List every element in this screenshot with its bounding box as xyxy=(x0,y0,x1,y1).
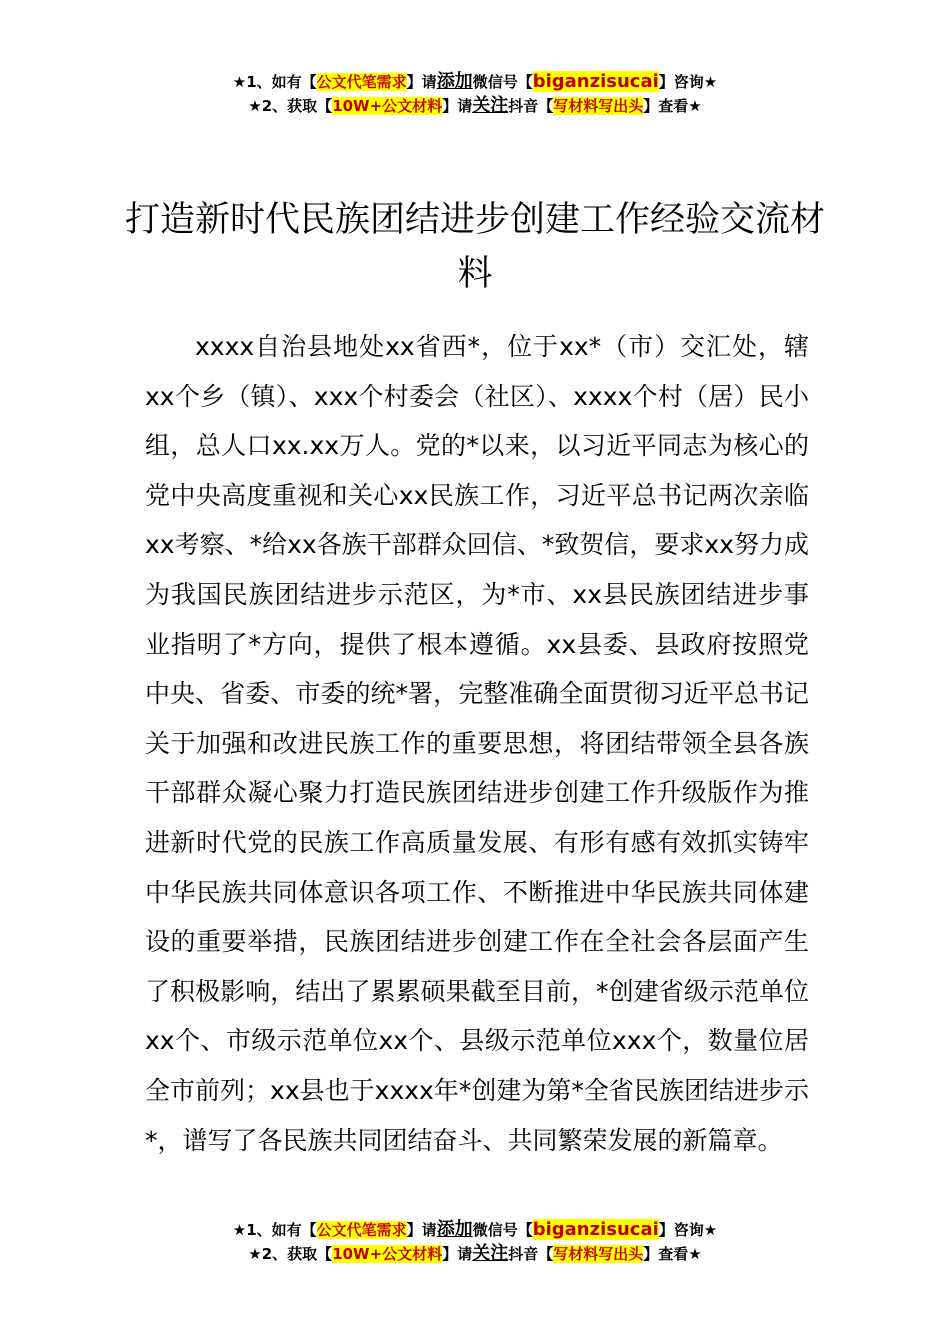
document-title: 打造新时代民族团结进步创建工作经验交流材料 xyxy=(124,200,825,295)
header-banner xyxy=(0,70,950,118)
banner-line-1 xyxy=(0,1218,950,1242)
banner-underline: 添加 xyxy=(436,1219,473,1240)
banner-line-2 xyxy=(0,94,950,118)
banner-underline: 添加 xyxy=(436,71,473,92)
banner-text: ★1、如有【 xyxy=(232,73,317,91)
banner-wechat-id: biganzisucai xyxy=(532,1219,659,1240)
banner-douyin-id: 写材料写出头 xyxy=(553,1245,644,1263)
banner-text: 微信号【 xyxy=(472,73,533,91)
banner-line-2 xyxy=(0,1242,950,1266)
banner-text: 抖音【 xyxy=(508,1245,554,1263)
banner-text: 】请 xyxy=(406,73,437,91)
banner-text: 抖音【 xyxy=(508,97,554,115)
banner-text: 】咨询★ xyxy=(658,1221,718,1239)
banner-text: 】请 xyxy=(442,97,473,115)
banner-text: 】请 xyxy=(442,1245,473,1263)
banner-wechat-id: biganzisucai xyxy=(532,71,659,92)
banner-douyin-id: 写材料写出头 xyxy=(553,97,644,115)
banner-highlight: 公文代笔需求 xyxy=(316,73,407,91)
banner-highlight: 10W+公文材料 xyxy=(332,97,443,115)
banner-text: ★2、获取【 xyxy=(248,97,333,115)
banner-text: ★2、获取【 xyxy=(248,1245,333,1263)
banner-text: 】查看★ xyxy=(643,97,702,115)
banner-text: 】咨询★ xyxy=(658,73,718,91)
body-paragraph: xxxx自治县地处xx省西*，位于xx*（市）交汇处，辖xx个乡（镇）、xxx个村委会（社区）、xxxx个村（居）民小组，总人口xx.xx万人。党的*以来，以习近平同志为核心的党中央高度重视和关心xx民族工作，习近平总书记两次亲临xx考察、*给xx各族干部群众回信、*致贺信，要求xx努力成为我国民族团结进步示范区，为*市、xx县民族团结进步事业指明了*方向，提供了根本遵循。xx县委、县政府按照党中央、省委、市委的统*署，完整准确全面贯彻习近平总书记关于加强和改进民族工作的重要思想，将团结带领全县各族干部群众凝心聚力打造民族团结进步创建工作升级版作为推进新时代党的民族工作高质量发展、有形有感有效抓实铸牢中华民族共同体意识各项工作、不断推进中华民族共同体建设的重要举措，民族团结进步创建工作在全社会各层面产生了积极影响，结出了累累硕果截至目前，*创建省级示范单位xx个、市级示范单位xx个、县级示范单位xxx个，数量位居全市前列；xx县也于xxxx年*创建为第*全省民族团结进步示*，谱写了各民族共同团结奋斗、共同繁荣发展的新篇章。 xyxy=(145,332,809,1155)
footer-banner xyxy=(0,1218,950,1266)
banner-underline: 关注 xyxy=(472,1243,509,1264)
banner-text: 】查看★ xyxy=(643,1245,702,1263)
banner-text: 】请 xyxy=(406,1221,437,1239)
banner-highlight: 10W+公文材料 xyxy=(332,1245,443,1263)
banner-underline: 关注 xyxy=(472,95,509,116)
banner-highlight: 公文代笔需求 xyxy=(316,1221,407,1239)
banner-text: 微信号【 xyxy=(472,1221,533,1239)
banner-line-1 xyxy=(0,70,950,94)
banner-text: ★1、如有【 xyxy=(232,1221,317,1239)
